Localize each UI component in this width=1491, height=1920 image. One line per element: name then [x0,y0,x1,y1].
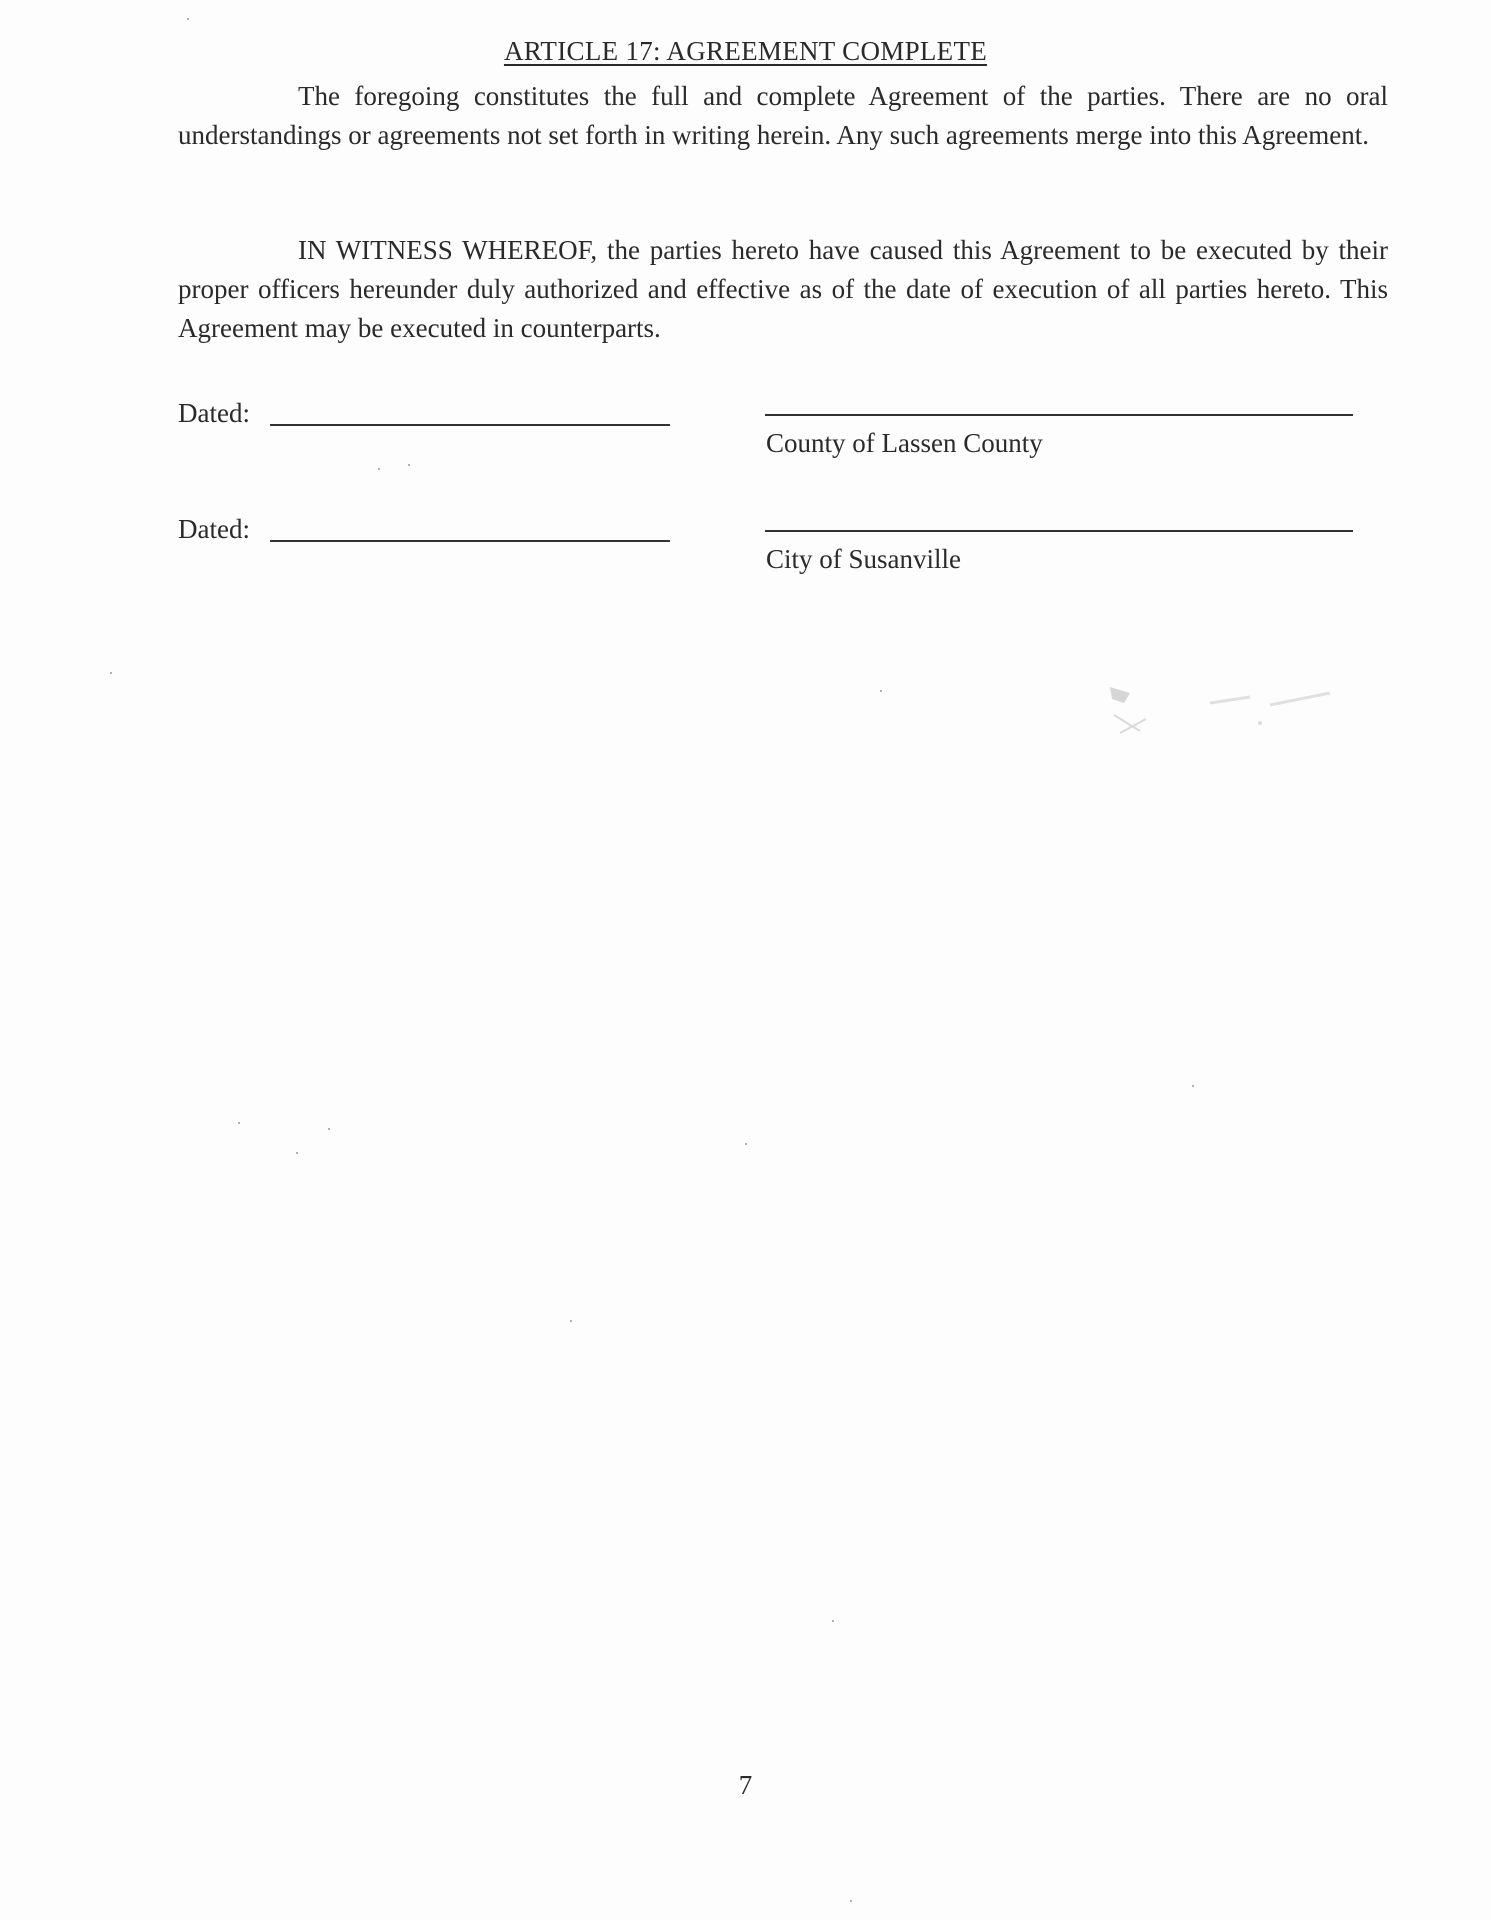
agreement-complete-paragraph: The foregoing constitutes the full and complete Agreement of the parties. There are no oral understandings or agreements not set forth in writing herein. Any such agreements merge into this Agreement. [178,81,1388,150]
scan-speck [187,18,189,20]
party-name-2: City of Susanville [766,544,961,574]
scan-speck [570,1320,572,1322]
scan-speck [328,1128,330,1130]
scan-speck [850,1900,852,1902]
scan-speck [880,690,882,692]
scan-speck [296,1152,298,1154]
scan-speck [378,468,380,470]
article-heading-text: ARTICLE 17: AGREEMENT COMPLETE [503,36,988,66]
scan-speck [408,464,410,466]
scan-speck [745,1143,747,1145]
date-line-1 [270,424,670,426]
scan-smudge [1100,675,1340,755]
witness-paragraph: IN WITNESS WHEREOF, the parties hereto have caused this Agreement to be executed by their proper officers hereunder duly authorized and effective as of the date of execution of all parties hereto. This Agreement may be executed in counterparts. [178,235,1388,343]
party-name-1: County of Lassen County [766,428,1043,458]
date-line-2 [270,540,670,542]
scan-speck [110,672,112,674]
scan-speck [238,1122,240,1124]
dated-label-2: Dated: [178,514,250,544]
article-heading [0,36,1491,67]
scan-speck [832,1620,834,1622]
page-number: 7 [738,1770,753,1800]
signature-line-1 [765,414,1353,416]
signature-line-2 [765,530,1353,532]
dated-label-1: Dated: [178,398,250,428]
scan-speck [1192,1085,1194,1087]
